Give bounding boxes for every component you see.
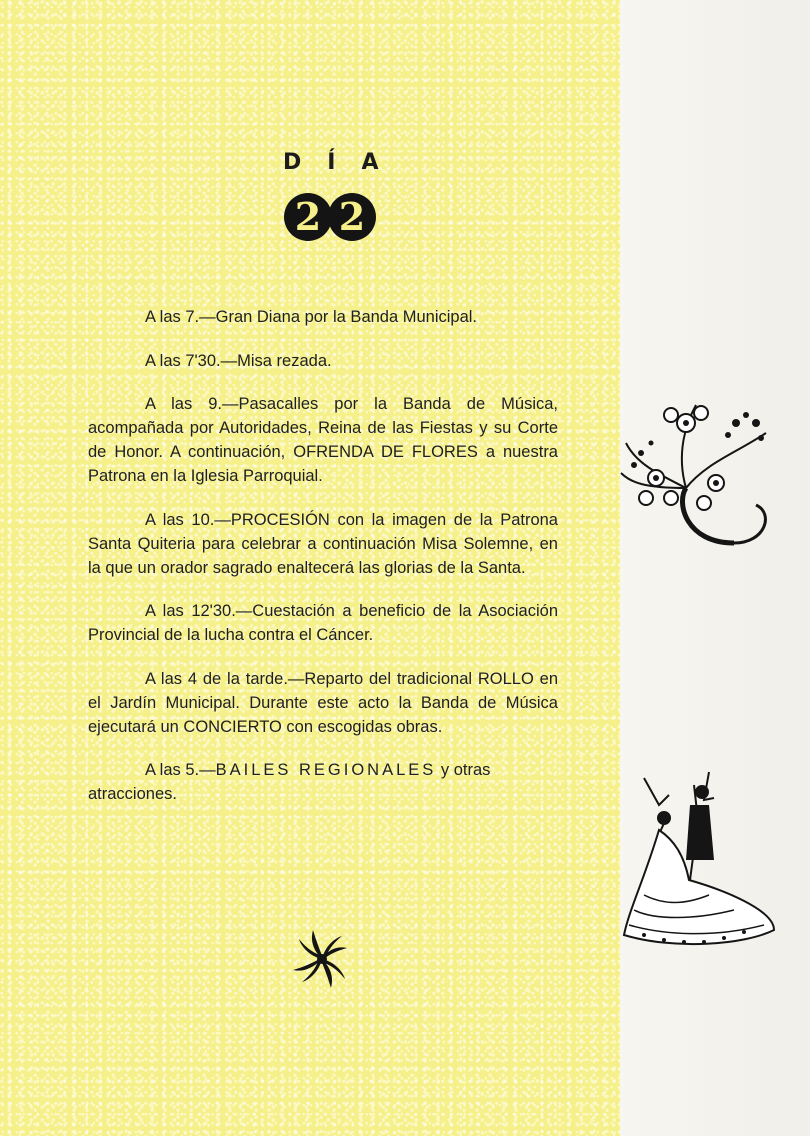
- day-heading: DÍA: [283, 150, 405, 175]
- event-text: A las 7'30.—Misa rezada.: [145, 351, 332, 370]
- event-text: A las 4 de la tarde.—Reparto del tradicional ROLLO en el Jardín Municipal. Durante este acto la Banda de Música ejecutará un CONCIERTO con escogidas obras.: [88, 669, 558, 736]
- day-number: [282, 193, 380, 243]
- event-text: A las 9.—Pasacalles por la Banda de Música, acompañada por Autoridades, Reina de las Fiestas y su Corte de Honor. A continuación, OFRENDA DE FLORES a nuestra Patrona en la Iglesia Parroquial.: [88, 395, 558, 485]
- event-text: A las 12'30.—Cuestación a beneficio de la Asociación Provincial de la lucha contra el Cáncer.: [88, 602, 558, 644]
- event-9am: [88, 392, 558, 488]
- pinwheel-sun-icon: [287, 924, 357, 994]
- flower-bouquet-icon: [616, 393, 776, 553]
- event-7am: [88, 305, 558, 329]
- event-10am: [88, 508, 558, 580]
- event-program: [88, 305, 558, 806]
- day-digit-2: 2: [328, 193, 376, 241]
- event-text: A las 10.—PROCESIÓN con la imagen de la Patrona Santa Quiteria para celebrar a continuación Misa Solemne, en la que un orador sagrado enaltecerá las glorias de la Santa.: [88, 510, 558, 577]
- day-digit-1: 2: [284, 193, 332, 241]
- event-text: y otras atracciones.: [88, 761, 491, 803]
- event-1230pm: [88, 599, 558, 647]
- event-730am: [88, 349, 558, 373]
- event-5pm: [88, 758, 558, 806]
- event-highlight: BAILES REGIONALES: [215, 761, 437, 779]
- event-4pm: [88, 667, 558, 739]
- event-text: A las 7.—Gran Diana por la Banda Municipal.: [145, 308, 478, 326]
- event-text: A las 5.—: [145, 761, 216, 779]
- flamenco-dancers-icon: [614, 760, 784, 960]
